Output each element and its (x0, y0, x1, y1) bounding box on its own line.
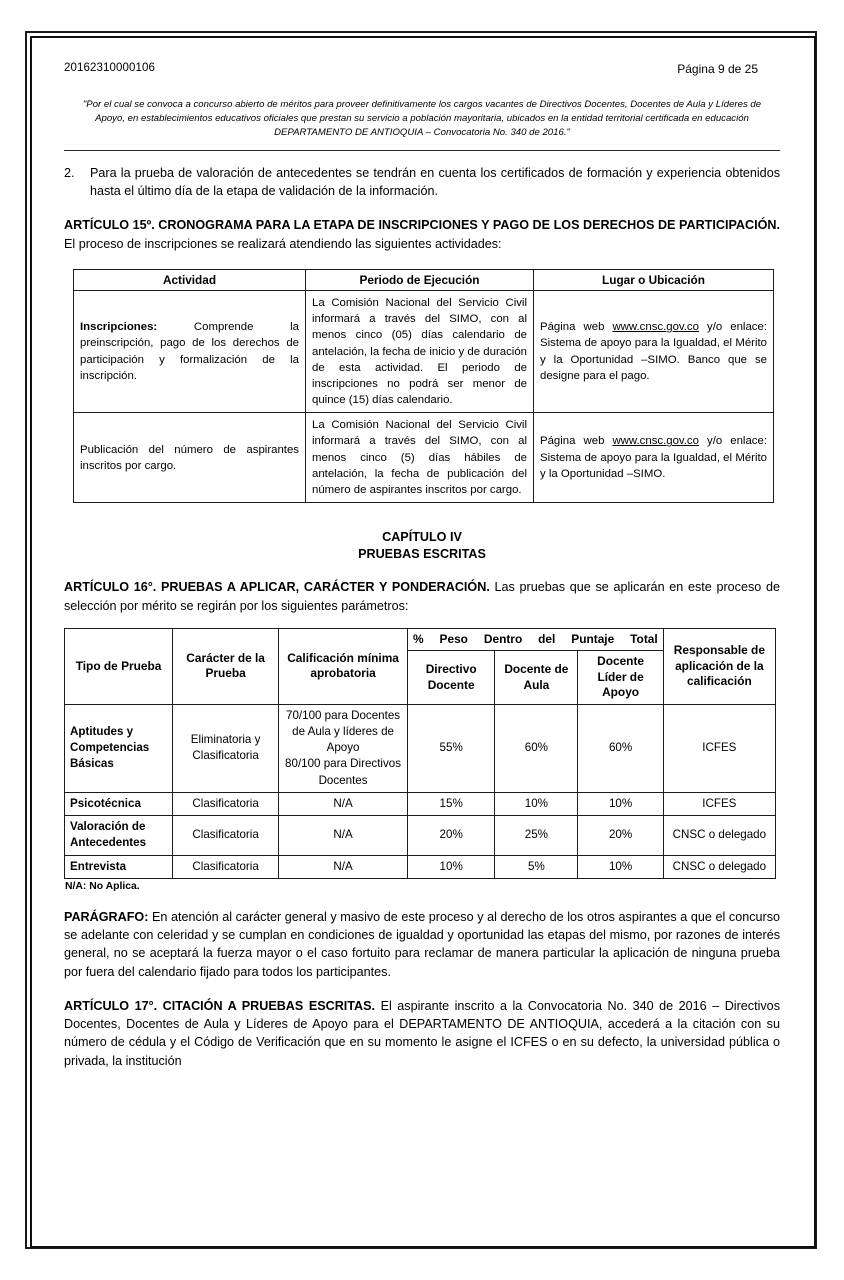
tests-cell-responsible: ICFES (663, 792, 775, 815)
schedule-header-period: Periodo de Ejecución (306, 269, 534, 290)
table-row (65, 816, 776, 855)
tests-cell-lider: 10% (578, 855, 663, 878)
schedule-activity-label: Inscripciones: (80, 321, 158, 334)
tests-header-lider: Docente Líder de Apoyo (578, 651, 663, 704)
tests-cell-directivo: 10% (408, 855, 495, 878)
article-15-body: El proceso de inscripciones se realizará atendiendo las siguientes actividades: (64, 236, 502, 251)
table-row (65, 792, 776, 815)
tests-cell-responsible: CNSC o delegado (663, 855, 775, 878)
tests-cell-aula: 10% (495, 792, 578, 815)
tests-cell-aula: 5% (495, 855, 578, 878)
list-item-text: Para la prueba de valoración de antecedentes se tendrán en cuenta los certificados de formación y experiencia obtenidos hasta el último día de la etapa de validación de la información. (90, 165, 780, 198)
schedule-cell-activity (74, 290, 306, 412)
article-16-heading: ARTÍCULO 16°. PRUEBAS A APLICAR, CARÁCTER Y PONDERACIÓN. (64, 580, 490, 595)
article-16-body: Las pruebas que se aplicarán en este proceso de selección por mérito se regirán por los siguientes parámetros: (64, 580, 780, 613)
header-divider (64, 150, 780, 151)
tests-header-responsible: Responsable de aplicación de la calificación (663, 628, 775, 704)
tests-cell-lider: 10% (578, 792, 663, 815)
tests-cell-responsible: CNSC o delegado (663, 816, 775, 855)
page-number: Página 9 de 25 (677, 62, 758, 76)
table-header-row (74, 269, 774, 290)
tests-header-min-grade: Calificación mínima aprobatoria (279, 628, 408, 704)
schedule-header-place: Lugar o Ubicación (534, 269, 774, 290)
tests-cell-min-grade: 70/100 para Docentes de Aula y líderes de Apoyo 80/100 para Directivos Docentes (279, 704, 408, 792)
tests-cell-character: Clasificatoria (173, 792, 279, 815)
table-row (74, 413, 774, 503)
document-id: 20162310000106 (64, 62, 155, 74)
place-prefix: Página web (540, 321, 613, 334)
tests-cell-lider: 20% (578, 816, 663, 855)
tests-header-character: Carácter de la Prueba (173, 628, 279, 704)
place-rest: y/o enlace: Sistema de apoyo para la Igualdad, el Mérito y la Oportunidad –SIMO. (540, 435, 767, 480)
paragrafo-body: En atención al carácter general y masivo de este proceso y al derecho de los otros aspirantes a que el concurso se adelante con celeridad y se cumplan en condiciones de igualdad y oportunidad las etapas del mismo, por razones de interés general, no se aceptará la fuerza mayor o el caso fortuito para reclamar de manera particular la aplicación de ninguna prueba por fuera del calendario fijado para todos los participantes. (64, 909, 780, 979)
table-row (65, 855, 776, 878)
schedule-cell-period: La Comisión Nacional del Servicio Civil informará a través del SIMO, con al menos cinco (05) días calendario de antelación, la fecha de inicio y de duración de esta actividad. El periodo de inscripciones no podrá ser menor de quince (15) días calendario. (306, 290, 534, 412)
tests-cell-character: Eliminatoria y Clasificatoria (173, 704, 279, 792)
table-row (74, 290, 774, 412)
tests-cell-character: Clasificatoria (173, 855, 279, 878)
schedule-cell-place (534, 290, 774, 412)
tests-table-footnote: N/A: No Aplica. (65, 880, 140, 892)
tests-cell-directivo: 55% (408, 704, 495, 792)
cnsc-website-link[interactable]: www.cnsc.gov.co (612, 321, 699, 334)
article-17-paragraph (64, 997, 780, 1070)
schedule-table (73, 269, 774, 503)
cnsc-website-link[interactable]: www.cnsc.gov.co (612, 435, 699, 448)
tests-table (64, 628, 776, 879)
place-extra: Banco que se designe para el pago. (540, 353, 767, 382)
tests-cell-type: Aptitudes y Competencias Básicas (65, 704, 173, 792)
place-rest: y/o enlace: Sistema de apoyo para la Igualdad, el Mérito y la Oportunidad –SIMO. (540, 321, 767, 366)
document-header (64, 62, 780, 76)
chapter-number: CAPÍTULO IV (382, 530, 462, 545)
tests-cell-responsible: ICFES (663, 704, 775, 792)
list-item-number: 2. (64, 165, 75, 180)
tests-cell-type: Psicotécnica (65, 792, 173, 815)
tests-header-directivo: Directivo Docente (408, 651, 495, 704)
tests-header-aula: Docente de Aula (495, 651, 578, 704)
table-row (65, 704, 776, 792)
tests-cell-aula: 25% (495, 816, 578, 855)
schedule-header-activity: Actividad (74, 269, 306, 290)
schedule-cell-place (534, 413, 774, 503)
tests-cell-directivo: 20% (408, 816, 495, 855)
tests-cell-type: Entrevista (65, 855, 173, 878)
tests-cell-lider: 60% (578, 704, 663, 792)
schedule-activity-text: Comprende la preinscripción, pago de los derechos de participación y formalización de la inscripción. (80, 321, 299, 382)
article-15-heading: ARTÍCULO 15º. CRONOGRAMA PARA LA ETAPA DE INSCRIPCIONES Y PAGO DE LOS DERECHOS DE PARTICIPACIÓN. (64, 218, 780, 233)
tests-cell-directivo: 15% (408, 792, 495, 815)
paragrafo-heading: PARÁGRAFO: (64, 909, 149, 924)
paragrafo-paragraph (64, 908, 780, 981)
article-16-paragraph (64, 578, 780, 615)
place-prefix: Página web (540, 435, 613, 448)
tests-cell-aula: 60% (495, 704, 578, 792)
article-15-paragraph (64, 216, 780, 253)
article-17-heading: ARTÍCULO 17°. CITACIÓN A PRUEBAS ESCRITAS. (64, 998, 376, 1013)
tests-cell-min-grade: N/A (279, 792, 408, 815)
tests-cell-character: Clasificatoria (173, 816, 279, 855)
tests-cell-type: Valoración de Antecedentes (65, 816, 173, 855)
chapter-heading (64, 529, 780, 562)
article-17-body: El aspirante inscrito a la Convocatoria No. 340 de 2016 – Directivos Docentes, Docentes de Aula y Líderes de Apoyo para el DEPARTAMENTO DE ANTIOQUIA, accederá a la citación con su número de cédula y el Código de Verificación que en su momento le asigne el ICFES o en su defecto, la universidad pública o privada, la institución (64, 998, 780, 1068)
table-header-row (65, 628, 776, 650)
tests-header-type: Tipo de Prueba (65, 628, 173, 704)
schedule-cell-period: La Comisión Nacional del Servicio Civil informará a través del SIMO, con al menos cinco (5) días hábiles de antelación, la fecha de publicación del número de aspirantes inscritos por cargo. (306, 413, 534, 503)
tests-header-weight-group: % Peso Dentro del Puntaje Total (408, 628, 664, 650)
schedule-cell-activity: Publicación del número de aspirantes inscritos por cargo. (74, 413, 306, 503)
list-item (64, 165, 780, 201)
tests-cell-min-grade: N/A (279, 816, 408, 855)
document-subtitle: "Por el cual se convoca a concurso abierto de méritos para proveer definitivamente los cargos vacantes de Directivos Docentes, Docentes de Aula y Líderes de Apoyo, en establecimientos educativos oficiales que prestan su servicio a población mayoritaria, ubicados en la entidad territorial certificada en educación DEPARTAMENTO DE ANTIOQUIA – Convocatoria No. 340 de 2016." (82, 99, 762, 138)
chapter-title: PRUEBAS ESCRITAS (358, 546, 486, 561)
page-content (64, 62, 780, 1070)
tests-cell-min-grade: N/A (279, 855, 408, 878)
